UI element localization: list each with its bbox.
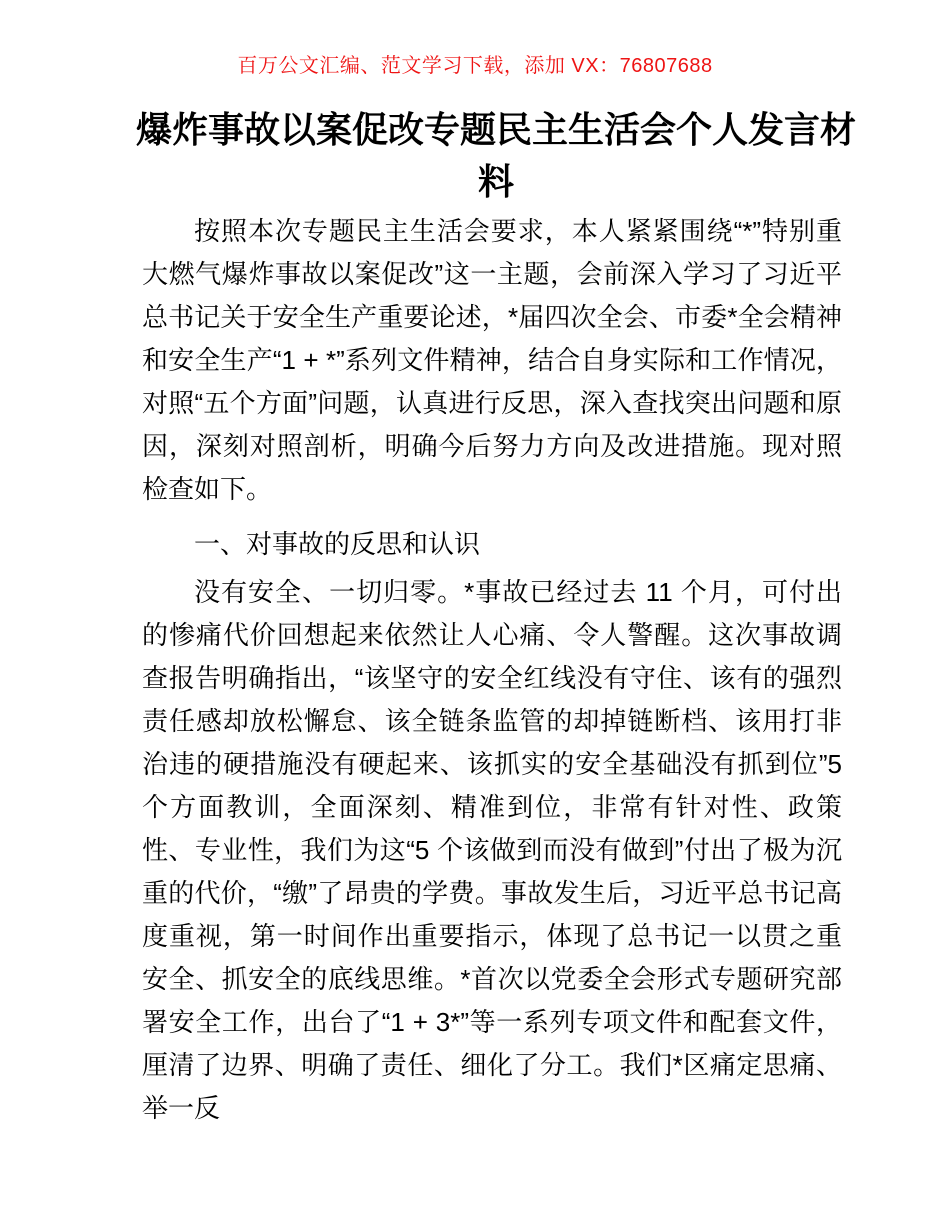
document-body	[142, 210, 842, 1130]
document-title: 爆炸事故以案促改专题民主生活会个人发言材料	[135, 109, 856, 202]
paragraph-intro: 按照本次专题民主生活会要求，本人紧紧围绕“*”特别重大燃气爆炸事故以案促改”这一主题，会前深入学习了习近平总书记关于安全生产重要论述，*届四次全会、市委*全会精神和安全生产“1 + *”系列文件精神，结合自身实际和工作情况，对照“五个方面”问题，认真进行反思，深入查找突出问题和原因，深刻对照剖析，明确今后努力方向及改进措施。现对照检查如下。	[142, 216, 842, 504]
promo-banner: 百万公文汇编、范文学习下载，添加 VX：76807688	[237, 55, 713, 77]
section-heading-1: 一、对事故的反思和认识	[194, 529, 481, 559]
paragraph-reflection: 没有安全、一切归零。*事故已经过去 11 个月，可付出的惨痛代价回想起来依然让人心痛、令人警醒。这次事故调查报告明确指出，“该坚守的安全红线没有守住、该有的强烈责任感却放松懈怠、该全链条监管的却掉链断档、该用打非治违的硬措施没有硬起来、该抓实的安全基础没有抓到位”5 个方面教训，全面深刻、精准到位，非常有针对性、政策性、专业性，我们为这“5 个该做到而没有做到”付出了极为沉重的代价，“缴”了昂贵的学费。事故发生后，习近平总书记高度重视，第一时间作出重要指示，体现了总书记一以贯之重安全、抓安全的底线思维。*首次以党委全会形式专题研究部署安全工作，出台了“1 + 3*”等一系列专项文件和配套文件，厘清了边界、明确了责任、细化了分工。我们*区痛定思痛、举一反	[142, 577, 842, 1123]
